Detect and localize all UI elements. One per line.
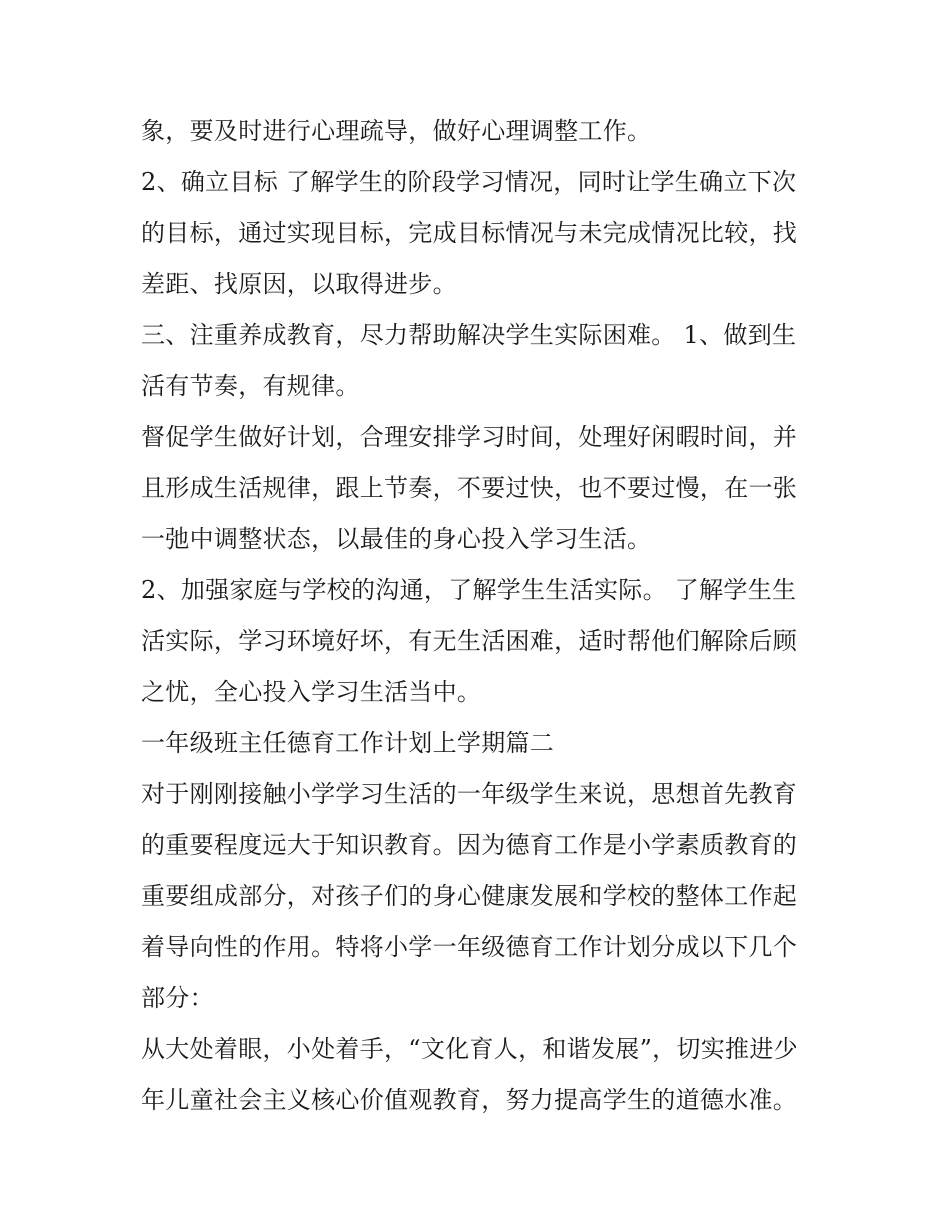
text-line: 从大处着眼，小处着手，“文化育人，和谐发展”，切实推进少 [141,1035,798,1063]
text-line: 年儿童社会主义核心价值观教育，努力提高学生的道德水准。 [141,1086,798,1114]
text-line: 督促学生做好计划，合理安排学习时间，处理好闲暇时间，并 [141,423,798,451]
text-line: 的目标，通过实现目标，完成目标情况与未完成情况比较，找 [141,219,798,247]
text-line: 之忧，全心投入学习生活当中。 [141,678,482,706]
text-line: 着导向性的作用。特将小学一年级德育工作计划分成以下几个 [141,933,798,961]
text-line: 重要组成部分，对孩子们的身心健康发展和学校的整体工作起 [141,882,798,910]
text-line: 2、加强家庭与学校的沟通，了解学生生活实际。 了解学生生 [141,576,797,604]
text-line: 象，要及时进行心理疏导，做好心理调整工作。 [141,117,652,145]
text-line: 部分： [141,984,214,1012]
text-line: 一弛中调整状态，以最佳的身心投入学习生活。 [141,525,652,553]
text-line: 差距、找原因，以取得进步。 [141,270,457,298]
text-line: 对于刚刚接触小学学习生活的一年级学生来说，思想首先教育 [141,780,798,808]
text-line: 且形成生活规律，跟上节奏，不要过快，也不要过慢，在一张 [141,474,798,502]
text-line: 的重要程度远大于知识教育。因为德育工作是小学素质教育的 [141,831,798,859]
document-body [141,106,821,1126]
text-line: 活实际，学习环境好坏，有无生活困难，适时帮他们解除后顾 [141,627,798,655]
text-line: 三、注重养成教育，尽力帮助解决学生实际困难。 1、做到生 [141,321,797,349]
text-line: 活有节奏，有规律。 [141,372,360,400]
text-line: 2、确立目标 了解学生的阶段学习情况，同时让学生确立下次 [141,168,797,196]
section-heading: 一年级班主任德育工作计划上学期篇二 [141,729,555,757]
